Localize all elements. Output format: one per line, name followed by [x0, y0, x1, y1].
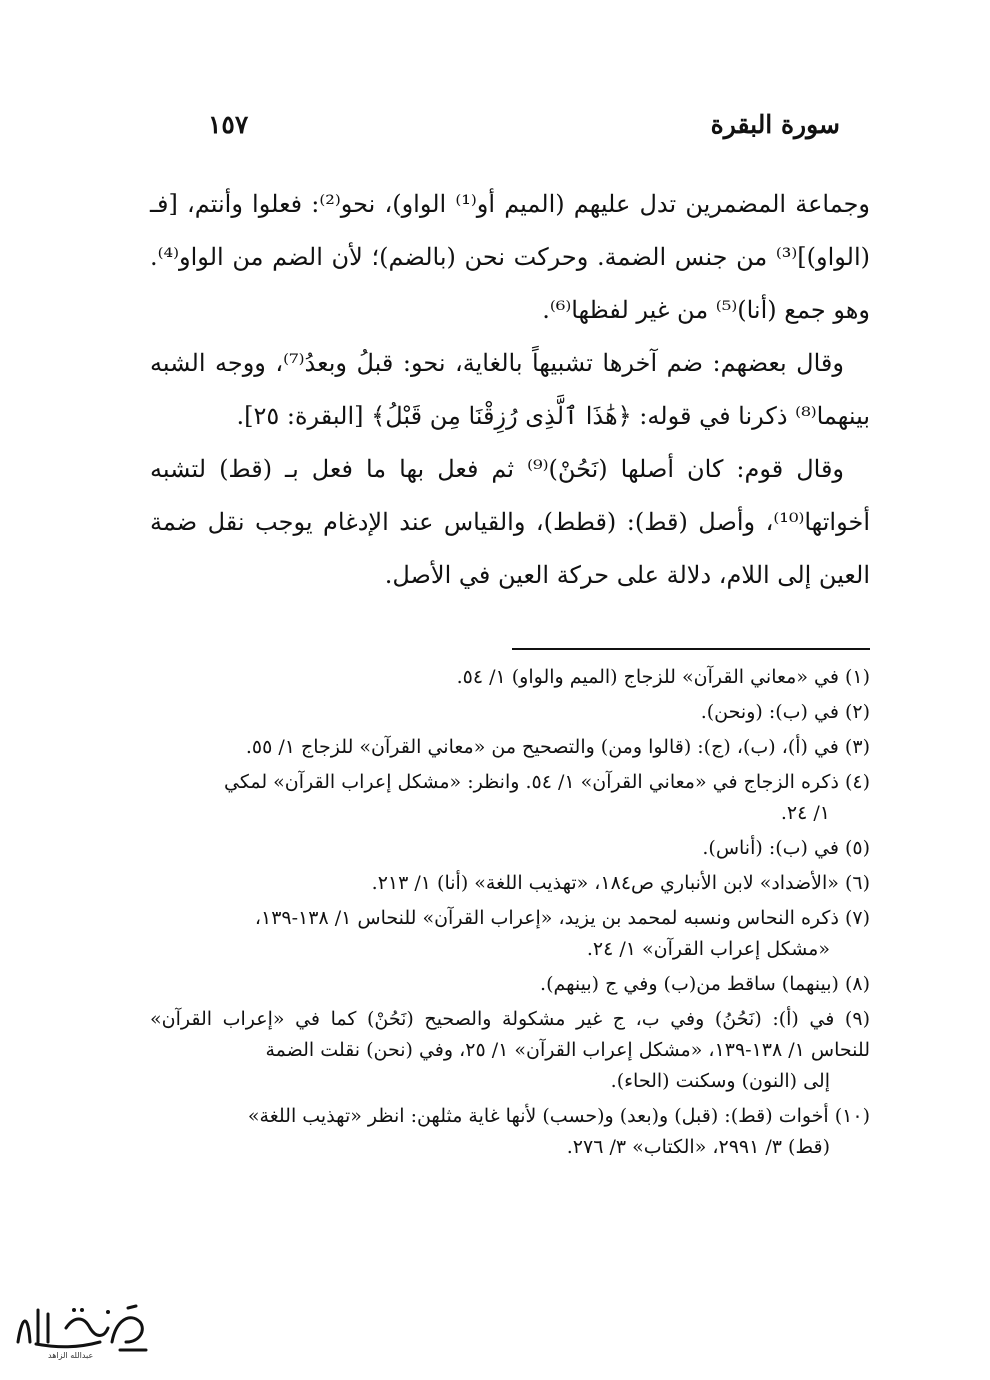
svg-text:عبدالله الزاهد: عبدالله الزاهد [48, 1351, 94, 1360]
footnote-10: (١٠) أخوات (قط): (قبل) و(بعد) و(حسب) لأنها غاية مثلهن: انظر «تهذيب اللغة» (قط) ٣/ ٢٩٩١، «الكتاب» ٣/ ٢٧٦. [247, 1105, 870, 1158]
paragraph-1: وجماعة المضمرين تدل عليهم (الميم أو⁽¹⁾ الواو)، نحو⁽²⁾: فعلوا وأنتم، [فـ (الواو)]⁽³⁾ من جنس الضمة. وحركت نحن (بالضم)؛ لأن الضم من الواو⁽⁴⁾. وهو جمع (أنا)⁽⁵⁾ من غير لفظها⁽⁶⁾. [150, 190, 870, 324]
footnote-9: (٩) في (أ): (نَحُنُ) وفي ب، ج غير مشكولة والصحيح (نَحُنْ) كما في «إعراب القرآن» للنحاس ١/ ١٣٨-١٣٩، «مشكل إعراب القرآن» ١/ ٢٥، وفي (نحن) نقلت الضمة إلى (النون) وسكنت (الحاء). [150, 1008, 870, 1092]
footnote-7: (٧) ذكره النحاس ونسبه لمحمد بن يزيد، «إعراب القرآن» للنحاس ١/ ١٣٨-١٣٩، «مشكل إعراب القرآن» ١/ ٢٤. [254, 907, 870, 960]
page-number: ١٥٧ [208, 110, 249, 139]
paragraph-2: وقال بعضهم: ضم آخرها تشبيهاً بالغاية، نحو: قبلُ وبعدُ⁽⁷⁾، ووجه الشبه بينهما⁽⁸⁾ ذكرنا في قوله: ﴿هَٰذَا ٱلَّذِى رُزِقْنَا مِن قَبْلُ﴾ [البقرة: ٢٥]. [150, 349, 870, 430]
watermark-logo [8, 1298, 158, 1360]
footnote-5: (٥) في (ب): (أناس). [702, 837, 870, 859]
page-header [150, 110, 840, 150]
footnote-8: (٨) (بينهما) ساقط من(ب) وفي ج (بينهم). [540, 973, 870, 995]
paragraph-3: وقال قوم: كان أصلها (نَحُنْ)⁽⁹⁾ ثم فعل بها ما فعل بـ (قط) لتشبه أخواتها⁽¹⁰⁾، وأصل (قط): (قطط)، والقياس عند الإدغام يوجب نقل ضمة العين إلى اللام، دلالة على حركة العين في الأصل. [150, 455, 870, 589]
footnote-3: (٣) في (أ)، (ب)، (ج): (قالوا ومن) والتصحيح من «معاني القرآن» للزجاج ١/ ٥٥. [245, 736, 870, 758]
footnote-4: (٤) ذكره الزجاج في «معاني القرآن» ١/ ٥٤. وانظر: «مشكل إعراب القرآن» لمكي ١/ ٢٤. [224, 771, 870, 824]
footnote-2: (٢) في (ب): (ونحن). [700, 701, 870, 723]
surah-title: سورة البقرة [710, 110, 840, 139]
footnote-1: (١) في «معاني القرآن» للزجاج (الميم والواو) ١/ ٥٤. [456, 666, 870, 688]
main-text [150, 178, 870, 602]
footnote-6: (٦) «الأضداد» لابن الأنباري ص١٨٤، «تهذيب اللغة» (أنا) ١/ ٢١٣. [371, 872, 870, 894]
footnotes [150, 662, 870, 1167]
footnote-divider [512, 648, 870, 650]
